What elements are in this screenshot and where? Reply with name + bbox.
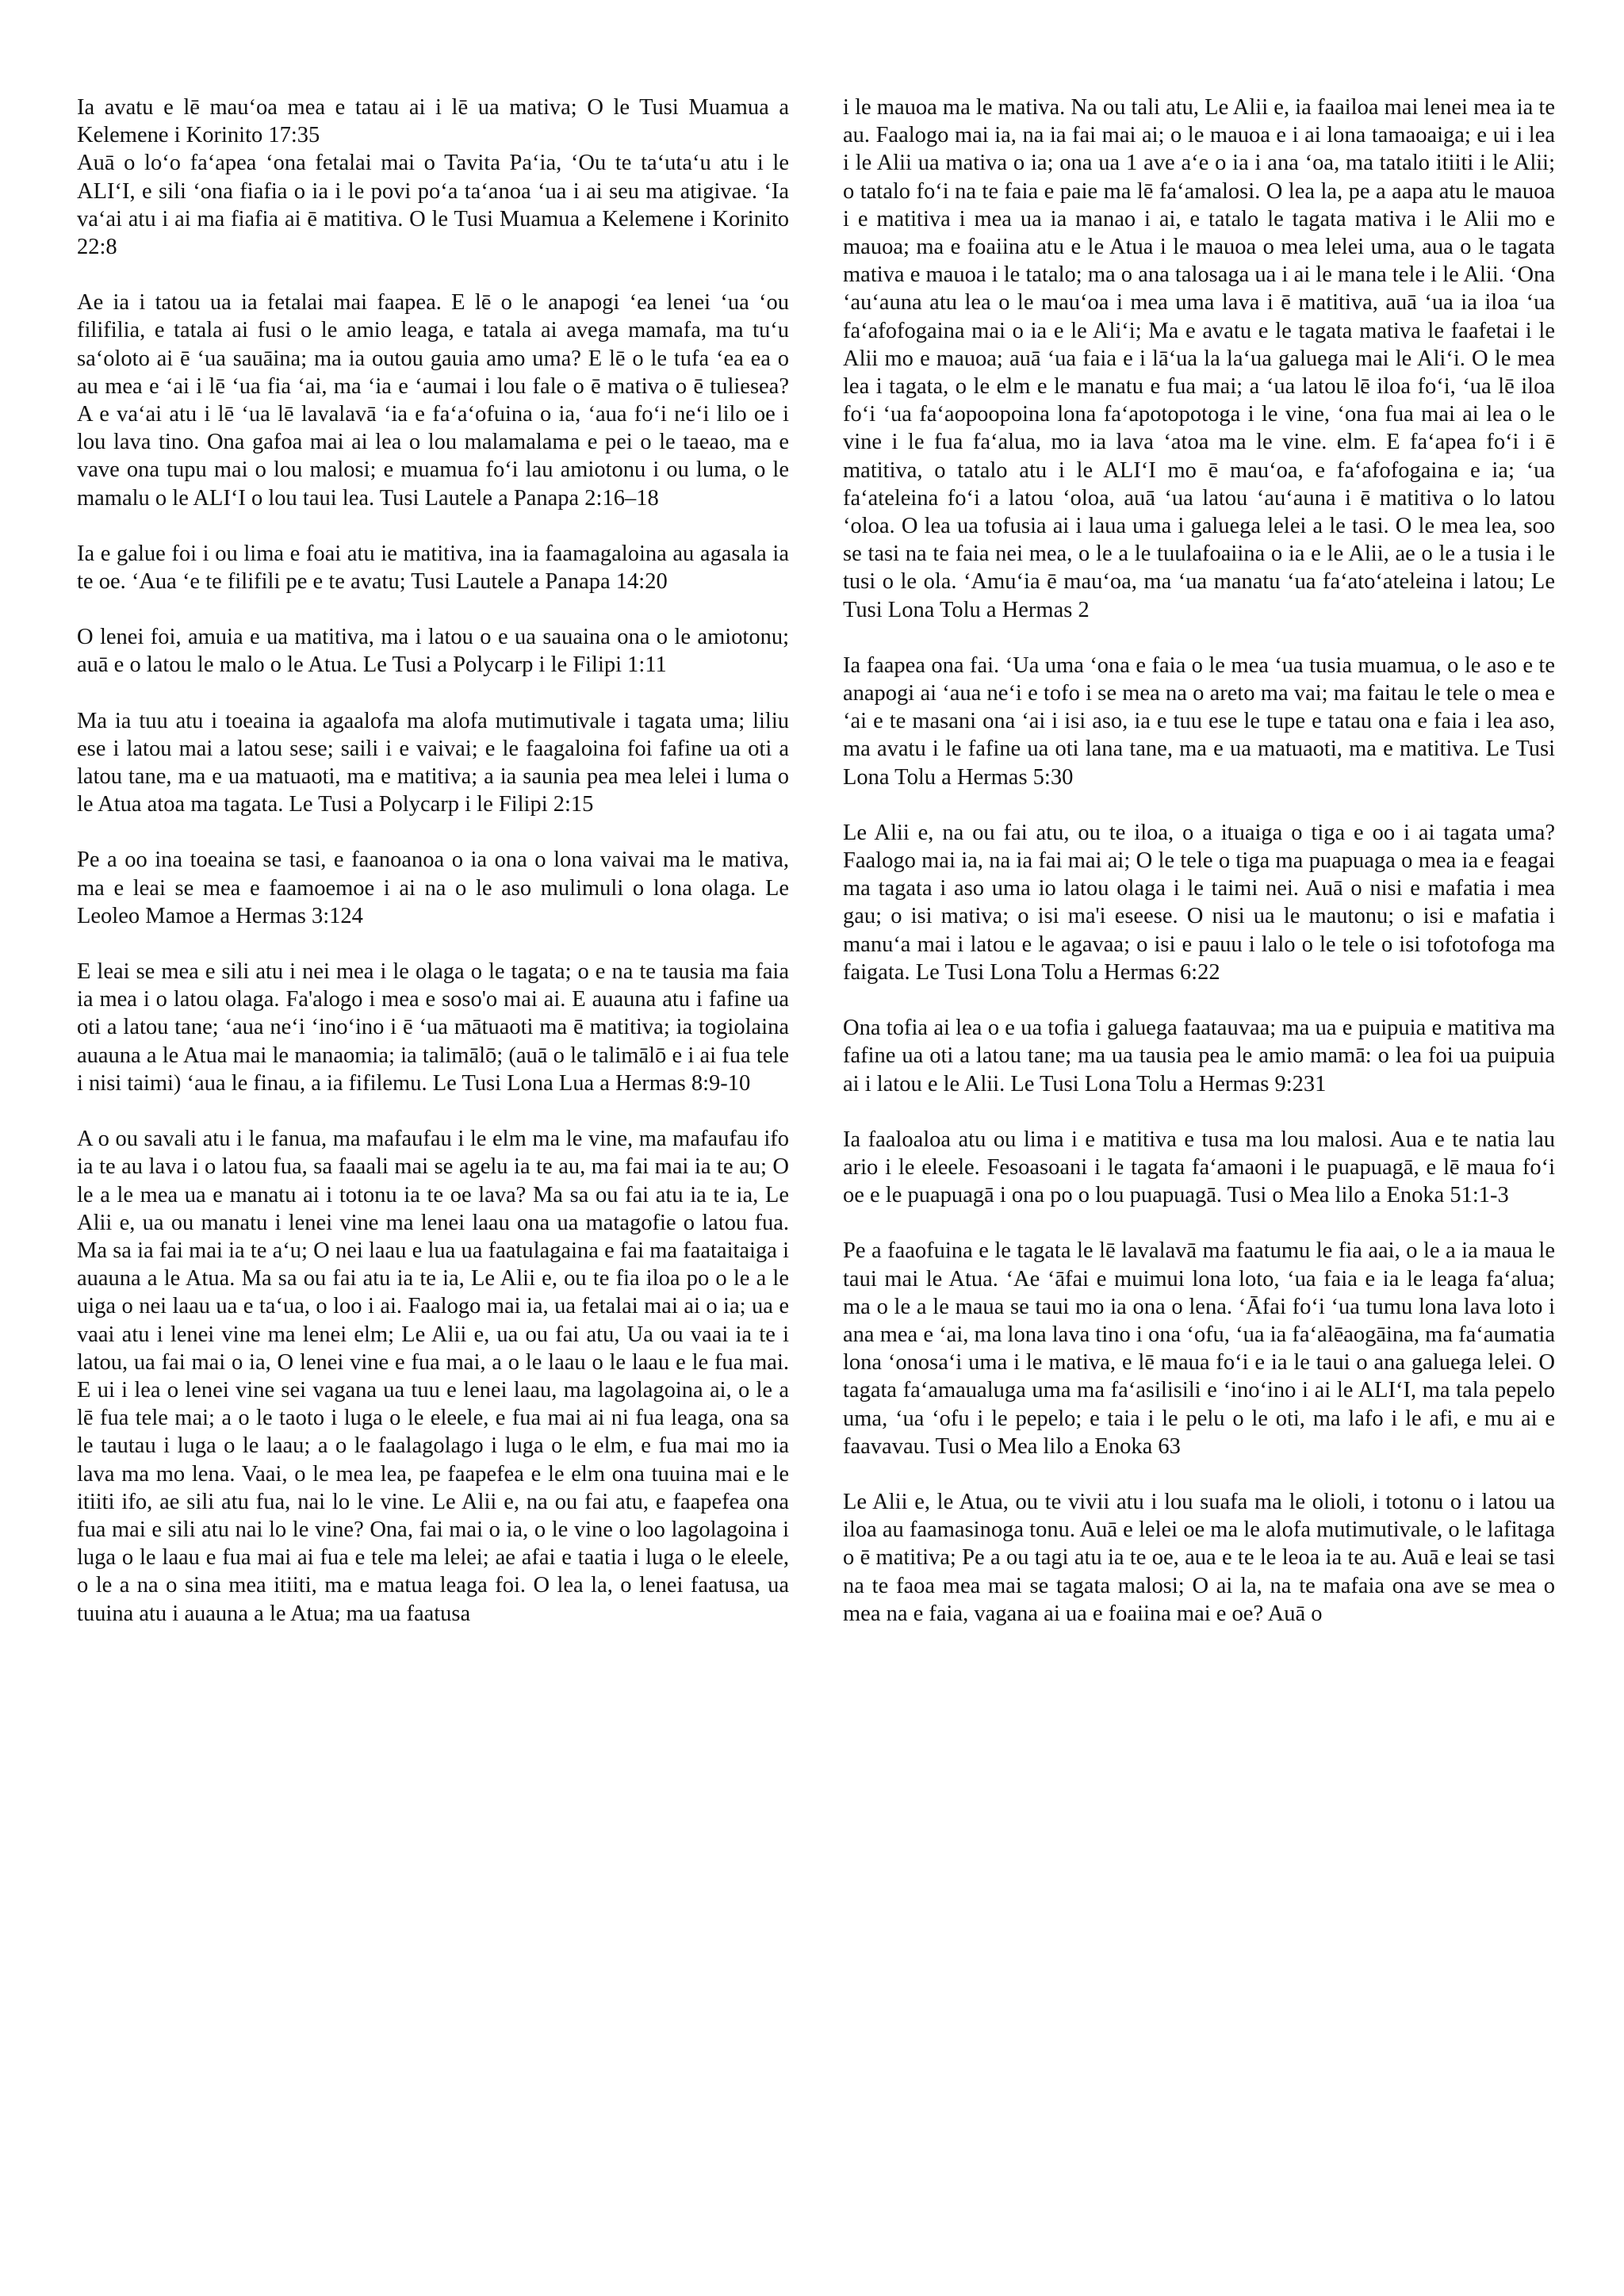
paragraph: Ona tofia ai lea o e ua tofia i galuega faatauvaa; ma ua e puipuia e matitiva ma fafine ua oti a latou tane; ma ua tausia pea le amio mamā: o lea foi ua puipuia ai i latou e le Alii. Le Tusi Lona Tolu a Hermas 9:231 [843, 1016, 1555, 1096]
paragraph: Le Alii e, na ou fai atu, ou te iloa, o a ituaiga o tiga e oo i ai tagata uma? Faalogo mai ia, na ia fai mai ai; O le tele o tiga ma puapuaga o mea ia e feagai ma tagata i aso uma io latou olaga i le taimi nei. Auā o nisi e mafatia i mea gau; o isi mativa; o isi ma'i eseese. O nisi ua le mautonu; o isi e mafatia i manuʻa mai i latou e le agavaa; o isi e pauu i lalo o le tele o isi tofotofoga ma faigata. Le Tusi Lona Tolu a Hermas 6:22 [843, 820, 1555, 985]
right-text-column [843, 94, 1555, 1628]
paragraph: O lenei foi, amuia e ua matitiva, ma i latou o e ua sauaina ona o le amiotonu; auā e o latou le malo o le Atua. Le Tusi a Polycarp i le Filipi 1:11 [77, 625, 789, 678]
left-text-column [77, 94, 789, 1628]
paragraph: Auā o loʻo faʻapea ʻona fetalai mai o Tavita Paʻia, ʻOu te taʻutaʻu atu i le ALIʻI, e sili ʻona fiafia o ia i le povi poʻa taʻanoa ʻua i ai seu ma atigivae. ʻIa vaʻai atu i ai ma fiafia ai ē matitiva. O le Tusi Muamua a Kelemene i Korinito 22:8 [77, 151, 789, 260]
paragraph: Ae ia i tatou ua ia fetalai mai faapea. E lē o le anapogi ʻea lenei ʻua ʻou filifilia, e tatala ai fusi o le amio leaga, e tatala ai avega mamafa, ma tuʻu saʻoloto ai ē ʻua sauāina; ma ia outou gauia amo uma? E lē o le tufa ʻea ea o au mea e ʻai i lē ʻua fia ʻai, ma ʻia e ʻaumai i lou fale o ē mativa o ē tuliesea? A e vaʻai atu i lē ʻua lē lavalavā ʻia e faʻaʻofuina o ia, ʻaua foʻi neʻi lilo oe i lou lava tino. Ona gafoa mai ai lea o lou malamalama e pei o le taeao, ma e vave ona tupu mai o lou malosi; e muamua foʻi lau amiotonu i ou luma, o le mamalu o le ALIʻI o lou taui lea. Tusi Lautele a Panapa 2:16–18 [77, 290, 789, 511]
paragraph: Ma ia tuu atu i toeaina ia agaalofa ma alofa mutimutivale i tagata uma; liliu ese i latou mai a latou sese; saili i e vaivai; e le faagaloina foi fafine ua oti a latou tane, ma e ua matuaoti, ma e matitiva; a ia saunia pea mea lelei i luma o le Atua atoa ma tagata. Le Tusi a Polycarp i le Filipi 2:15 [77, 708, 789, 817]
paragraph: Ia e galue foi i ou lima e foai atu ie matitiva, ina ia faamagaloina au agasala ia te oe. ʻAua ʻe te filifili pe e te avatu; Tusi Lautele a Panapa 14:20 [77, 541, 789, 595]
paragraph: A o ou savali atu i le fanua, ma mafaufau i le elm ma le vine, ma mafaufau ifo ia te au lava i o latou fua, sa faaali mai se agelu ia te au, ma fai mai ia te au; O le a le mea ua e manatu ai i totonu ia te oe lava? Ma sa ou fai atu ia te ia, Le Alii e, ua ou manatu i lenei vine ma lenei laau ona ua matagofie o latou fua. Ma sa ia fai mai ia te aʻu; O nei laau e lua ua faatulagaina e fai ma faataitaiga i auauna a le Atua. Ma sa ou fai atu ia te ia, Le Alii e, ou te fia iloa po o le a le uiga o nei laau ua e taʻua, o loo i ai. Faalogo mai ia, ua fetalai mai ai o ia; ua e vaai atu i lenei vine ma lenei elm; Le Alii e, ua ou fai atu, Ua ou vaai ia te i latou, ua fai mai o ia, O lenei vine e fua mai, a o le laau o le laau e le fua mai. E ui i lea o lenei vine sei vagana ua tuu e lenei laau, ma lagolagoina ai, o le a lē fua tele mai; a o le taoto i luga o le eleele, e fua mai ai ni fua leaga, ona sa le tautau i luga o le laau; a o le faalagolago i luga o le elm, e fua mai mo ia lava ma mo lena. Vaai, o le mea lea, pe faapefea e le elm ona tuuina mai e le itiiti ifo, ae sili atu fua, nai lo le vine. Le Alii e, na ou fai atu, e faapefea ona fua mai e sili atu nai lo le vine? Ona, fai mai o ia, o le vine o loo lagolagoina i luga o le laau e fua mai ai fua e tele ma lelei; ae afai e taatia i luga o le eleele, o le a na o sina mea itiiti, ma e matua leaga foi. O lea la, o lenei faatusa, ua tuuina atu i auauna a le Atua; ma ua faatusa [77, 1127, 789, 1626]
paragraph: Ia faaloaloa atu ou lima i e matitiva e tusa ma lou malosi. Aua e te natia lau ario i le eleele. Fesoasoani i le tagata faʻamaoni i le puapuagā, e lē maua foʻi oe e le puapuagā i ona po o lou puapuagā. Tusi o Mea lilo a Enoka 51:1-3 [843, 1127, 1555, 1208]
paragraph: i le mauoa ma le mativa. Na ou tali atu, Le Alii e, ia faailoa mai lenei mea ia te au. Faalogo mai ia, na ia fai mai ai; o le mauoa e i ai lona tamaoaiga; e ui i lea i le Alii ua mativa o ia; ona ua 1 ave aʻe o ia i ana ʻoa, ma tatalo itiiti i le Alii; o tatalo foʻi na te faia e paie ma lē faʻamalosi. O lea la, pe a aapa atu le mauoa i e matitiva i mea ua ia manao i ai, e tatalo le tagata mativa i le Alii mo e mauoa; ma e foaiina atu e le Atua i le mauoa o mea lelei uma, aua o le tagata mativa e mauoa i le tatalo; ma o ana talosaga ua i ai le mana tele i le Alii. ʻOna ʻauʻauna atu lea o le mauʻoa i mea uma lava i ē matitiva, auā ʻua ia iloa ʻua faʻafofogaina mai o ia e le Aliʻi; Ma e avatu e le tagata mativa le faafetai i le Alii mo e mauoa; auā ʻua faia e i lāʻua la laʻua galuega mai le Aliʻi. O le mea lea i tagata, o le elm e le manatu e fua mai; a ʻua latou lē iloa foʻi, ʻua lē iloa foʻi ʻua faʻaopoopoina lona faʻapotopotoga i le vine, ʻona fua mai ai lea o le vine i le fua faʻalua, mo ia lava ʻatoa ma le vine. elm. E faʻapea foʻi i ē matitiva, o tatalo atu i le ALIʻI mo ē mauʻoa, e faʻafofogaina e ia; ʻua faʻateleina foʻi a latou ʻoloa, auā ʻua latou ʻauʻauna i ē matitiva o lo latou ʻoloa. O lea ua tofusia ai i laua uma i galuega lelei a le tasi. O le mea lea, soo se tasi na te faia nei mea, o le a le tuulafoaiina o ia e le Alii, ae o le a tusia i le tusi o le ola. ʻAmuʻia ē mauʻoa, ma ʻua manatu ʻua faʻatoʻateleina i latou; Le Tusi Lona Tolu a Hermas 2 [843, 95, 1555, 622]
paragraph: Pe a faaofuina e le tagata le lē lavalavā ma faatumu le fia aai, o le a ia maua le taui mai le Atua. ʻAe ʻāfai e muimui lona loto, ʻua faia e ia le leaga faʻalua; ma o le a le maua se taui mo ia ona o lena. ʻĀfai foʻi ʻua tumu lona lava loto i ana mea e ʻai, ma lona lava tino i ona ʻofu, ʻua ia faʻalēaogāina, ma faʻaumatia lona ʻonosaʻi uma i le mativa, e lē maua foʻi e ia le taui o ana galuega lelei. O tagata faʻamaualuga uma ma faʻasilisili e ʻinoʻino i ai le ALIʻI, ma tala pepelo uma, ʻua ʻofu i le pepelo; e taia i le pelu o le oti, ma lafo i le afi, e mu ai e faavavau. Tusi o Mea lilo a Enoka 63 [843, 1238, 1555, 1459]
paragraph: Le Alii e, le Atua, ou te vivii atu i lou suafa ma le olioli, i totonu o i latou ua iloa au faamasinoga tonu. Auā e lelei oe ma le alofa mutimutivale, o le lafitaga o ē matitiva; Pe a ou tagi atu ia te oe, aua e te le leoa ia te au. Auā e leai se tasi na te faoa mea mai se tagata malosi; O ai la, na te mafaia ona ave se mea o mea na e faia, vagana ai ua e foaiina mai e oe? Auā o [843, 1489, 1555, 1626]
paragraph: E leai se mea e sili atu i nei mea i le olaga o le tagata; o e na te tausia ma faia ia mea i o latou olaga. Fa'alogo i mea e soso'o mai ai. E auauna atu i fafine ua oti a latou tane; ʻaua neʻi ʻinoʻino i ē ʻua mātuaoti ma ē matitiva; ia togiolaina auauna a le Atua mai le manaomia; ia talimālō; (auā o le talimālō e i ai fua tele i nisi taimi) ʻaua le finau, a ia fifilemu. Le Tusi Lona Lua a Hermas 8:9-10 [77, 959, 789, 1096]
paragraph: Ia avatu e lē mauʻoa mea e tatau ai i lē ua mativa; O le Tusi Muamua a Kelemene i Korinito 17:35 [77, 95, 789, 148]
paragraph: Ia faapea ona fai. ʻUa uma ʻona e faia o le mea ʻua tusia muamua, o le aso e te anapogi ai ʻaua neʻi e tofo i se mea na o areto ma vai; ma faitau le tele o mea e ʻai e te masani ona ʻai i isi aso, ia e tuu ese le tupe e tatau ona e faia i lea aso, ma avatu i le fafine ua oti lana tane, ma e ua matuaoti, ma e matitiva. Le Tusi Lona Tolu a Hermas 5:30 [843, 652, 1555, 790]
paragraph: Pe a oo ina toeaina se tasi, e faanoanoa o ia ona o lona vaivai ma le mativa, ma e leai se mea e faamoemoe i ai na o le aso mulimuli o lona olaga. Le Leoleo Mamoe a Hermas 3:124 [77, 848, 789, 928]
